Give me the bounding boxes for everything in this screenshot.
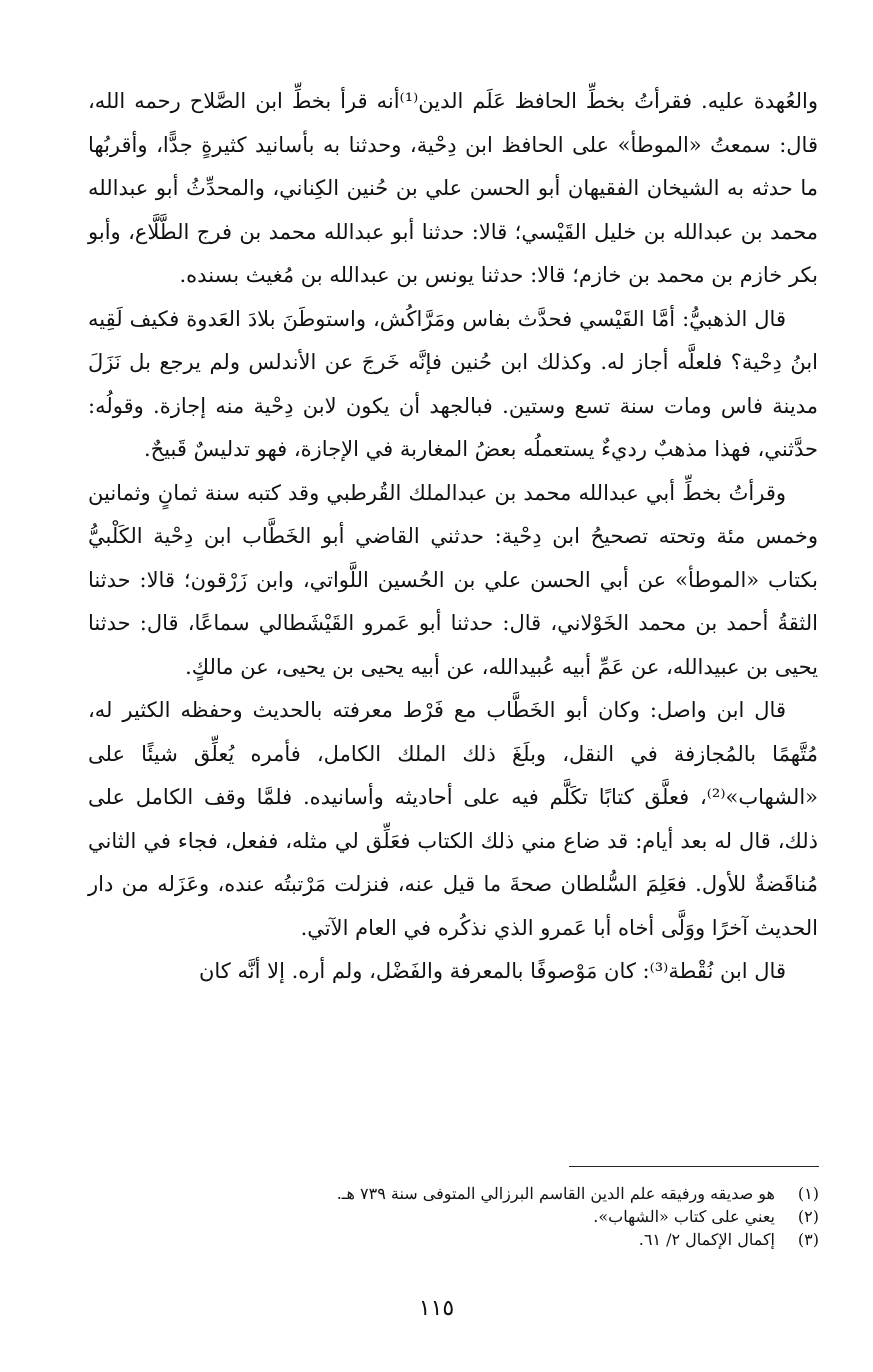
footnote-number: (٢) <box>797 1207 819 1226</box>
paragraph-3: وقرأتُ بخطِّ أبي عبدالله محمد بن عبدالملك القُرطبي وقد كتبه سنة ثمانٍ وثمانين وخمس مئة وتحته تصحيحُ ابن دِحْية: حدثني القاضي أبو الخَطَّاب ابن دِحْية الكَلْبيُّ بكتاب «الموطأ» عن أبي الحسن علي بن الحُسين اللَّواتي، وابن زَرْقون؛ قالا: حدثنا الثقةُ أحمد بن محمد الخَوْلاني، قال: حدثنا أبو عَمرو القَيْشَطالي سماعًا، قال: حدثنا يحيى بن عبيدالله، عن عَمِّ أبيه عُبيدالله، عن أبيه يحيى بن يحيى، عن مالكٍ. <box>88 480 818 679</box>
paragraph-5: قال ابن نُقْطة⁽³⁾: كان مَوْصوفًا بالمعرفة والفَضْل، ولم أره. إلا أنَّه كان <box>198 959 786 983</box>
footnote-text: إكمال الإكمال ٢/ ٦١. <box>638 1230 775 1249</box>
footnote-number: (١) <box>797 1184 819 1203</box>
paragraph-1: والعُهدة عليه. فقرأتُ بخطِّ الحافظ عَلَم الدين⁽¹⁾أنه قرأ بخطِّ ابن الصَّلاح رحمه الله، قال: سمعتُ «الموطأ» على الحافظ ابن دِحْية، وحدثنا به بأسانيد كثيرةٍ جدًّا، وأقربُها ما حدثه به الشيخان الفقيهان أبو الحسن علي بن حُنين الكِناني، والمحدِّثُ أبو عبدالله محمد بن عبدالله بن خليل القَيْسي؛ قالا: حدثنا أبو عبدالله محمد بن فرج الطَّلَّاع، وأبو بكر خازم بن محمد بن خازم؛ قالا: حدثنا يونس بن عبدالله بن مُغيث بسنده. <box>88 89 818 287</box>
paragraph-4: قال ابن واصل: وكان أبو الخَطَّاب مع فَرْط معرفته بالحديث وحفظه الكثير له، مُتَّهمًا بالمُجازفة في النقل، وبلَغَ ذلك الملك الكامل، فأمره يُعلِّق شيئًا على «الشهاب»⁽²⁾، فعلَّق كتابًا تكَلَّم فيه على أحاديثه وأسانيده. فلمَّا وقف الكامل على ذلك، قال له بعد أيام: قد ضاع مني ذلك الكتاب فعَلِّق لي مثله، ففعل، فجاء في الثاني مُناقَضةٌ للأول. فعَلِمَ السُّلطان صحةَ ما قيل عنه، فنزلت مَرْتبتُه عنده، وعَزَله من دار الحديث آخرًا ووَلَّى أخاه أبا عَمرو الذي نذكُره في العام الآتي. <box>88 698 818 940</box>
paragraph-2: قال الذهبيُّ: أمَّا القَيْسي فحدَّث بفاس ومَرَّاكُش، واستوطَنَ بلادَ العَدوة فكيف لَقِيه ابنُ دِحْية؟ فلعلَّه أجاز له. وكذلك ابن حُنين فإنَّه خَرجَ عن الأندلس ولم يرجع بل نَزَلَ مدينة فاس ومات سنة تسع وستين. فبالجهد أن يكون لابن دِحْية منه إجازة. وقولُه: حدَّثني، فهذا مذهبٌ رديءٌ يستعملُه بعضُ المغاربة في الإجازة، فهو تدليسٌ قَبيحٌ. <box>88 306 818 461</box>
footnote-text: يعني على كتاب «الشهاب». <box>593 1207 775 1226</box>
footnote-3 <box>119 1228 819 1251</box>
footnotes <box>119 1182 819 1251</box>
footnote-divider <box>569 1166 819 1167</box>
footnote-2 <box>119 1205 819 1228</box>
page-number: ١١٥ <box>418 1296 455 1321</box>
footnote-text: هو صديقه ورفيقه علم الدين القاسم البرزالي المتوفى سنة ٧٣٩ هـ. <box>336 1184 775 1203</box>
footnote-number: (٣) <box>797 1230 819 1249</box>
main-text <box>88 80 818 994</box>
footnote-1 <box>119 1182 819 1205</box>
